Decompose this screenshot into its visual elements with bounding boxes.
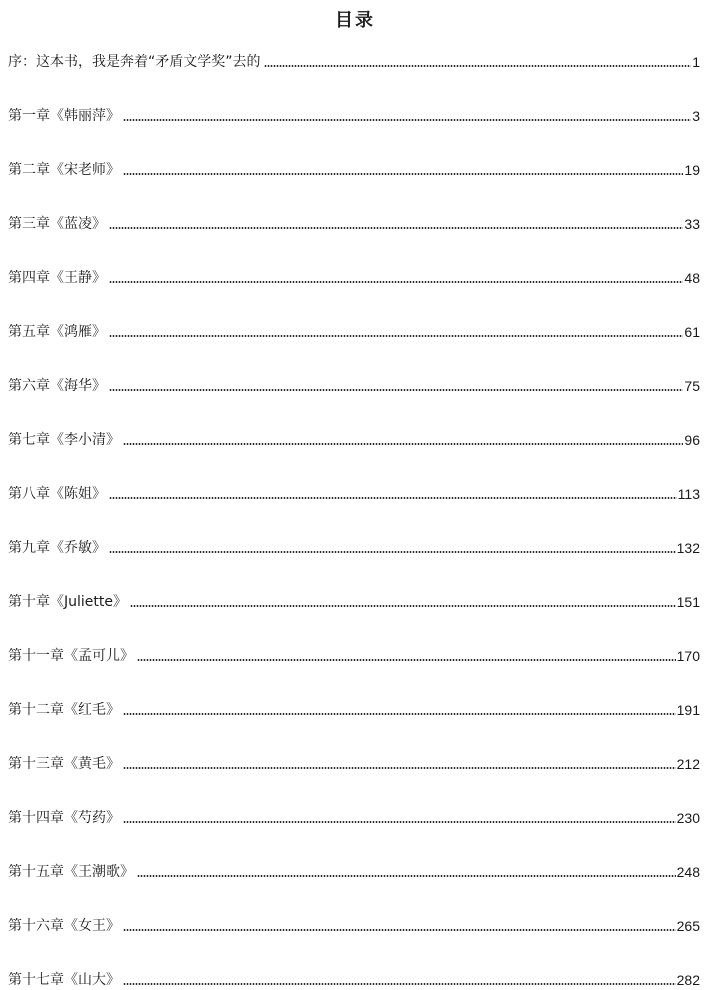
toc-entry-chapter-17[interactable] — [8, 964, 700, 990]
dot-leader — [130, 605, 676, 607]
dot-leader — [123, 767, 676, 769]
toc-entry-page: 19 — [684, 162, 700, 178]
toc-entry-label: 第十六章《女王》 — [8, 918, 120, 934]
toc-entry-chapter-4[interactable] — [8, 262, 700, 288]
dot-leader — [137, 875, 676, 877]
toc-entry-page: 248 — [676, 864, 700, 880]
toc-entry-label: 第四章《王静》 — [8, 270, 106, 286]
toc-entry-chapter-11[interactable] — [8, 640, 700, 666]
toc-entry-page: 48 — [684, 270, 700, 286]
dot-leader — [109, 335, 683, 337]
toc-entry-chapter-16[interactable] — [8, 910, 700, 936]
toc-entry-page: 75 — [684, 378, 700, 394]
toc-entry-chapter-13[interactable] — [8, 748, 700, 774]
toc-entry-label: 第十二章《红毛》 — [8, 702, 120, 718]
toc-entry-label: 第七章《李小清》 — [8, 432, 120, 448]
dot-leader — [123, 119, 691, 121]
toc-entry-page: 212 — [676, 756, 700, 772]
dot-leader — [137, 659, 676, 661]
dot-leader — [109, 227, 683, 229]
toc-entry-page: 265 — [676, 918, 700, 934]
dot-leader — [123, 821, 676, 823]
dot-leader — [264, 65, 692, 67]
toc-entry-page: 191 — [676, 702, 700, 718]
toc-entry-label: 第五章《鸿雁》 — [8, 324, 106, 340]
toc-entry-page: 282 — [676, 972, 700, 988]
toc-entry-label: 第六章《海华》 — [8, 378, 106, 394]
toc-entry-label: 第十四章《芍药》 — [8, 810, 120, 826]
toc-entry-label: 第三章《蓝凌》 — [8, 216, 106, 232]
toc-title: 目录 — [335, 10, 375, 31]
toc-entry-label: 第十七章《山大》 — [8, 972, 120, 988]
dot-leader — [109, 551, 676, 553]
toc-entry-chapter-3[interactable] — [8, 208, 700, 234]
toc-entry-page: 61 — [684, 324, 700, 340]
toc-entry-page: 170 — [676, 648, 700, 664]
toc-entry-page: 132 — [676, 540, 700, 556]
toc-entry-chapter-7[interactable] — [8, 424, 700, 450]
toc-entry-chapter-6[interactable] — [8, 370, 700, 396]
toc-entry-label: 第十五章《王潮歌》 — [8, 864, 134, 880]
toc-entry-preface[interactable] — [8, 46, 700, 72]
toc-entry-chapter-10[interactable] — [8, 586, 700, 612]
dot-leader — [109, 281, 683, 283]
toc-entry-label: 第十一章《孟可儿》 — [8, 648, 134, 664]
toc-entry-label: 第十章《Juliette》 — [8, 594, 127, 610]
toc-entry-page: 230 — [676, 810, 700, 826]
toc-entry-page: 1 — [692, 54, 700, 70]
toc-entry-chapter-1[interactable] — [8, 100, 700, 126]
toc-entry-label: 第一章《韩丽萍》 — [8, 108, 120, 124]
toc-entry-label: 序：这本书，我是奔着“矛盾文学奖”去的 — [8, 54, 261, 70]
toc-entry-page: 3 — [692, 108, 700, 124]
dot-leader — [109, 497, 677, 499]
toc-entry-chapter-14[interactable] — [8, 802, 700, 828]
dot-leader — [123, 173, 683, 175]
toc-entry-chapter-9[interactable] — [8, 532, 700, 558]
toc-entry-chapter-15[interactable] — [8, 856, 700, 882]
toc-entry-label: 第九章《乔敏》 — [8, 540, 106, 556]
toc-entry-chapter-5[interactable] — [8, 316, 700, 342]
dot-leader — [123, 929, 676, 931]
dot-leader — [123, 713, 676, 715]
toc-entry-chapter-2[interactable] — [8, 154, 700, 180]
toc-entry-chapter-12[interactable] — [8, 694, 700, 720]
dot-leader — [123, 443, 683, 445]
dot-leader — [123, 983, 676, 985]
toc-entry-page: 96 — [684, 432, 700, 448]
toc-entry-label: 第二章《宋老师》 — [8, 162, 120, 178]
toc-entry-page: 33 — [684, 216, 700, 232]
toc-entry-label: 第十三章《黄毛》 — [8, 756, 120, 772]
toc-entry-label: 第八章《陈姐》 — [8, 486, 106, 502]
dot-leader — [109, 389, 683, 391]
toc-entry-page: 113 — [677, 486, 700, 502]
toc-entry-page: 151 — [676, 594, 700, 610]
toc-entry-chapter-8[interactable] — [8, 478, 700, 504]
